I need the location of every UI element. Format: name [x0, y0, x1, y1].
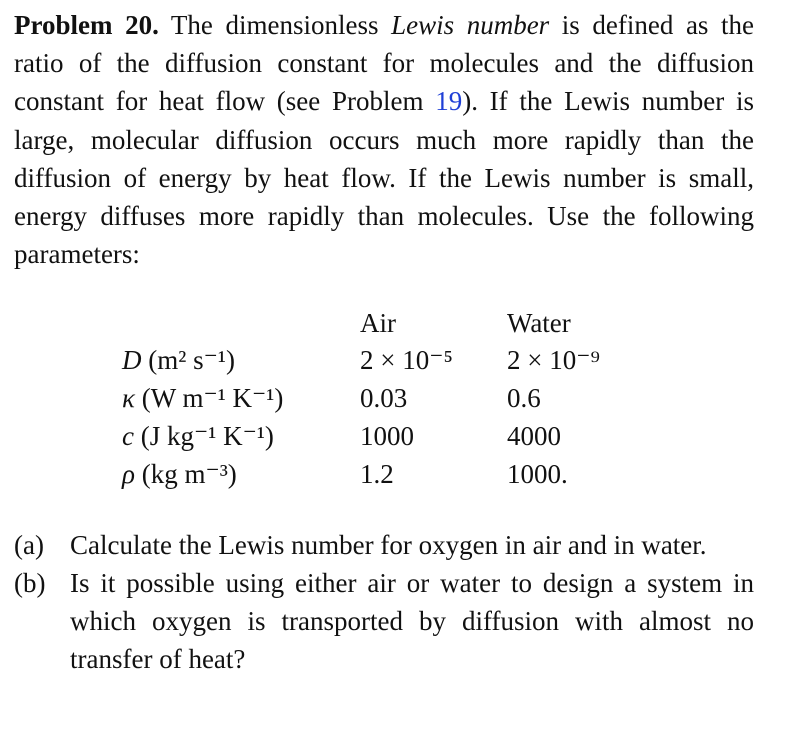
row-diffusion-label: [122, 341, 235, 379]
part-b: [14, 564, 754, 678]
part-a-label: (a): [14, 530, 44, 560]
problem-19-link[interactable]: 19: [435, 86, 463, 117]
header-water: Water: [507, 308, 571, 338]
lewis-number-term: Lewis number: [391, 10, 550, 40]
water-heat-capacity-value: 4000: [507, 421, 561, 451]
symbol-d: D: [122, 345, 142, 375]
unit-rho: (kg m⁻³): [134, 459, 237, 489]
water-density-value: 1000.: [507, 459, 568, 489]
header-air: Air: [360, 308, 396, 338]
air-density-value: 1.2: [360, 459, 394, 489]
symbol-rho: ρ: [122, 459, 135, 489]
intro-text-2: is defined as the ratio of the diffusion constant for molecules and the diffusion constant for heat flow (see Problem: [14, 10, 755, 117]
problem-parts: [14, 526, 754, 678]
air-diffusion-value: 2 × 10⁻⁵: [360, 345, 453, 375]
problem-intro-paragraph: [14, 6, 754, 273]
row-density-label: [122, 455, 237, 493]
part-a-text: Calculate the Lewis number for oxygen in air and in water.: [70, 530, 707, 560]
part-a: [14, 526, 754, 564]
unit-c: (J kg⁻¹ K⁻¹): [133, 421, 274, 451]
problem-statement: [14, 6, 754, 273]
unit-d: (m² s⁻¹): [141, 345, 235, 375]
row-heat-capacity-label: [122, 417, 274, 455]
part-b-label: (b): [14, 568, 46, 598]
unit-kappa: (W m⁻¹ K⁻¹): [134, 383, 284, 413]
air-heat-capacity-value: 1000: [360, 421, 414, 451]
part-b-text: Is it possible using either air or water to design a system in which oxygen is transported by diffusion with almost no transfer of heat?: [70, 568, 754, 674]
water-conductivity-value: 0.6: [507, 383, 541, 413]
air-conductivity-value: 0.03: [360, 383, 408, 413]
problem-label: Problem 20.: [14, 10, 159, 40]
water-diffusion-value: 2 × 10⁻⁹: [507, 345, 600, 375]
symbol-c: c: [122, 421, 134, 451]
intro-text-3: ). If the Lewis number is large, molecular diffusion occurs much more rapidly than the diffusion of energy by heat flow. If the Lewis number is small, energy diffuses more rapidly than molecules. Use the following parameters:: [14, 86, 754, 270]
row-conductivity-label: [122, 379, 283, 417]
symbol-kappa: κ: [122, 383, 135, 413]
intro-text-1: The dimensionless: [158, 10, 392, 40]
